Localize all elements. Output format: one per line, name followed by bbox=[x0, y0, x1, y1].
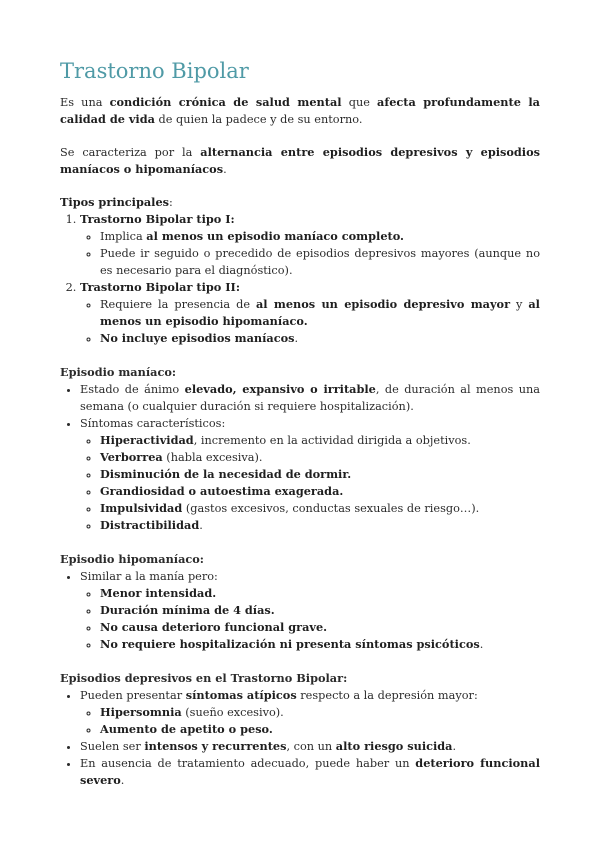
list-item-bold: No requiere hospitalización ni presenta síntomas psicóticos bbox=[100, 637, 480, 651]
list-item-bold: Aumento de apetito o peso. bbox=[100, 722, 273, 736]
tipo-2-sublist bbox=[80, 296, 540, 347]
list-item-text: . bbox=[294, 332, 299, 345]
list-item-bold: al menos un episodio hipomaníaco. bbox=[100, 297, 540, 328]
list-item bbox=[80, 415, 540, 534]
intro-text: de quien la padece y de su entorno. bbox=[154, 113, 363, 126]
list-item-text: (sueño excesivo). bbox=[181, 706, 284, 719]
list-item bbox=[80, 381, 540, 415]
list-item bbox=[80, 568, 540, 653]
list-item-bold: síntomas atípicos bbox=[185, 688, 297, 702]
list-item bbox=[100, 619, 540, 636]
list-item-bold: Grandiosidad o autoestima exagerada. bbox=[100, 484, 344, 498]
section-tipos-heading bbox=[60, 194, 540, 211]
list-item-bold: al menos un episodio depresivo mayor bbox=[255, 297, 511, 311]
list-item-text: y bbox=[510, 298, 529, 311]
tipo-2-label: Trastorno Bipolar tipo II: bbox=[80, 280, 240, 294]
sintomas-sublist bbox=[80, 432, 540, 534]
list-item-bold: elevado, expansivo o irritable bbox=[184, 382, 376, 396]
maniaco-list bbox=[60, 381, 540, 534]
list-item bbox=[80, 755, 540, 789]
intro-bold: condición crónica de salud mental bbox=[109, 95, 342, 109]
list-item-bold: Impulsividad bbox=[100, 501, 183, 515]
intro-text: Es una bbox=[60, 96, 110, 109]
list-item-bold: Hiperactividad bbox=[100, 433, 194, 447]
list-item bbox=[80, 738, 540, 755]
heading-colon: : bbox=[169, 196, 173, 209]
page-title: Trastorno Bipolar bbox=[60, 59, 249, 83]
list-item bbox=[100, 585, 540, 602]
list-item-bold: Distractibilidad bbox=[100, 518, 200, 532]
definition-text: Se caracteriza por la bbox=[60, 146, 201, 159]
hipomaniaco-list bbox=[60, 568, 540, 653]
list-item-text: , de duración al menos una semana (o cualquier duración si requiere hospitalización). bbox=[80, 383, 540, 413]
list-item bbox=[100, 296, 540, 330]
list-item-text: . bbox=[120, 774, 125, 787]
list-item bbox=[80, 687, 540, 738]
list-item-text: Puede ir seguido o precedido de episodios depresivos mayores (aunque no es necesario para el diagnóstico). bbox=[100, 247, 540, 277]
list-item-text: (habla excesiva). bbox=[162, 451, 263, 464]
list-item bbox=[100, 636, 540, 653]
list-item-bold: Verborrea bbox=[100, 450, 163, 464]
list-item bbox=[100, 704, 540, 721]
list-item-bold: Hipersomnia bbox=[100, 705, 182, 719]
list-item bbox=[100, 517, 540, 534]
tipo-1-sublist bbox=[80, 228, 540, 279]
list-item-text: . bbox=[452, 740, 457, 753]
list-item-bold: deterioro funcional severo bbox=[80, 756, 540, 787]
intro-paragraph bbox=[60, 94, 540, 128]
section-maniaco-heading: Episodio maníaco: bbox=[60, 365, 177, 379]
list-item bbox=[100, 228, 540, 245]
list-item bbox=[100, 466, 540, 483]
definition-paragraph bbox=[60, 144, 540, 178]
tipo-1-item bbox=[80, 211, 540, 279]
tipos-list bbox=[60, 211, 540, 347]
list-item-text: Similar a la manía pero: bbox=[80, 570, 218, 583]
list-item bbox=[100, 721, 540, 738]
section-hipomaniaco-heading: Episodio hipomaníaco: bbox=[60, 552, 204, 566]
list-item-text: En ausencia de tratamiento adecuado, puede haber un bbox=[80, 757, 416, 770]
tipo-1-label: Trastorno Bipolar tipo I: bbox=[80, 212, 235, 226]
list-item-text: Estado de ánimo bbox=[80, 383, 185, 396]
list-item-text: Síntomas característicos: bbox=[80, 417, 226, 430]
list-item-text: , con un bbox=[286, 740, 336, 753]
list-item-text: (gastos excesivos, conductas sexuales de riesgo…). bbox=[182, 502, 480, 515]
hipomaniaco-sublist bbox=[80, 585, 540, 653]
list-item-text: Requiere la presencia de bbox=[100, 298, 256, 311]
list-item bbox=[100, 602, 540, 619]
intro-text: que bbox=[341, 96, 378, 109]
depresivos-sublist bbox=[80, 704, 540, 738]
list-item bbox=[100, 500, 540, 517]
section-tipos-heading-bold: Tipos principales bbox=[60, 195, 170, 209]
definition-text: . bbox=[223, 163, 227, 176]
list-item bbox=[100, 245, 540, 279]
list-item-bold: No causa deterioro funcional grave. bbox=[100, 620, 328, 634]
list-item-bold: alto riesgo suicida bbox=[335, 739, 453, 753]
list-item-bold: intensos y recurrentes bbox=[144, 739, 287, 753]
list-item-bold: Menor intensidad. bbox=[100, 586, 217, 600]
depresivos-list bbox=[60, 687, 540, 789]
list-item bbox=[100, 483, 540, 500]
list-item-bold: Duración mínima de 4 días. bbox=[100, 603, 275, 617]
list-item-bold: No incluye episodios maníacos bbox=[100, 331, 295, 345]
section-depresivos-heading: Episodios depresivos en el Trastorno Bipolar: bbox=[60, 671, 348, 685]
list-item-bold: Disminución de la necesidad de dormir. bbox=[100, 467, 352, 481]
list-item-bold: al menos un episodio maníaco completo. bbox=[146, 229, 404, 243]
definition-bold: alternancia entre episodios depresivos y episodios maníacos o hipomaníacos bbox=[60, 145, 540, 176]
list-item-text: Suelen ser bbox=[80, 740, 145, 753]
list-item-text: , incremento en la actividad dirigida a objetivos. bbox=[193, 434, 471, 447]
list-item-text: . bbox=[479, 638, 484, 651]
list-item-text: Pueden presentar bbox=[80, 689, 186, 702]
intro-bold: afecta profundamente la calidad de vida bbox=[60, 95, 541, 126]
tipo-2-item bbox=[80, 279, 540, 347]
list-item-text: Implica bbox=[100, 230, 147, 243]
list-item-text: respecto a la depresión mayor: bbox=[296, 689, 478, 702]
list-item bbox=[100, 449, 540, 466]
list-item bbox=[100, 330, 540, 347]
list-item bbox=[100, 432, 540, 449]
list-item-text: . bbox=[199, 519, 203, 532]
